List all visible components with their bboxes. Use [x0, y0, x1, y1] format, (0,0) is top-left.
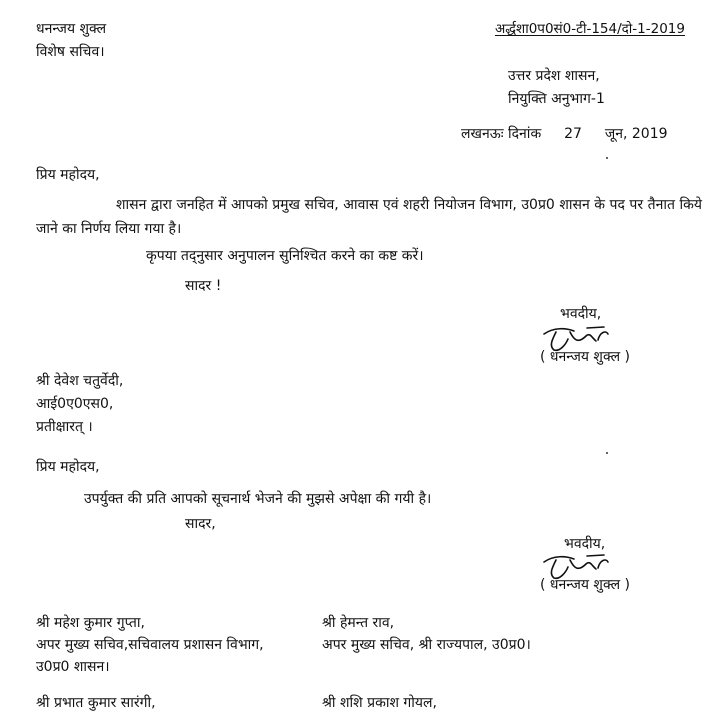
letter1-body: शासन द्वारा जनहित में आपको प्रमुख सचिव, आवास एवं शहरी नियोजन विभाग, उ0प्र0 शासन के पद पर तैनात किये जाने का निर्णय लिया गया है। [36, 197, 702, 237]
letter2-closing: सादर, [185, 516, 216, 532]
copy-left2-name: श्री प्रभात कुमार सारंगी, [36, 695, 156, 711]
sender-name: धनन्जय शुक्ल [36, 21, 107, 37]
stray-mark [606, 452, 608, 454]
copy-right2-name: श्री शशि प्रकाश गोयल, [322, 695, 437, 711]
letter1-signatory: ( धनन्जय शुक्ल ) [540, 349, 630, 365]
letter1-valediction: भवदीय, [560, 306, 602, 322]
date-day: 27 [564, 126, 582, 142]
copy-left1-line2: अपर मुख्य सचिव,सचिवालय प्रशासन विभाग, [36, 637, 264, 653]
date-month-year: जून, 2019 [604, 126, 668, 142]
date-prefix: लखनऊः दिनांक [461, 126, 542, 142]
letter2-signatory: ( धनन्जय शुक्ल ) [540, 577, 630, 593]
letter2-salutation: प्रिय महोदय, [36, 459, 100, 475]
letter1-recipient-service: आई0ए0एस0, [36, 396, 114, 412]
copy-left1-line3: उ0प्र0 शासन। [36, 659, 110, 675]
sender-designation: विशेष सचिव। [36, 44, 105, 60]
reference-number: अर्द्धशा0प0सं0-टी-154/दो-1-2019 [494, 21, 685, 37]
copy-right1-line2: अपर मुख्य सचिव, श्री राज्यपाल, उ0प्र0। [322, 637, 531, 653]
org-line-2: नियुक्ति अनुभाग-1 [508, 91, 605, 107]
stray-mark [606, 157, 608, 159]
letter1-salutation: प्रिय महोदय, [36, 167, 100, 183]
letter1-recipient-name: श्री देवेश चतुर्वेदी, [36, 373, 124, 389]
letter2-valediction: भवदीय, [564, 536, 606, 552]
letter2-body: उपर्युक्त की प्रति आपको सूचनार्थ भेजने की मुझसे अपेक्षा की गयी है। [84, 491, 432, 507]
org-line-1: उत्तर प्रदेश शासन, [508, 68, 600, 84]
date-line [461, 125, 668, 143]
copy-left1-name: श्री महेश कुमार गुप्ता, [36, 615, 145, 631]
letter1-request: कृपया तद्नुसार अनुपालन सुनिश्चित करने का कष्ट करें। [146, 248, 424, 264]
letter1-recipient-status: प्रतीक्षारत् । [36, 419, 93, 435]
letter1-closing: सादर ! [185, 278, 222, 294]
copy-right1-name: श्री हेमन्त राव, [322, 615, 395, 631]
